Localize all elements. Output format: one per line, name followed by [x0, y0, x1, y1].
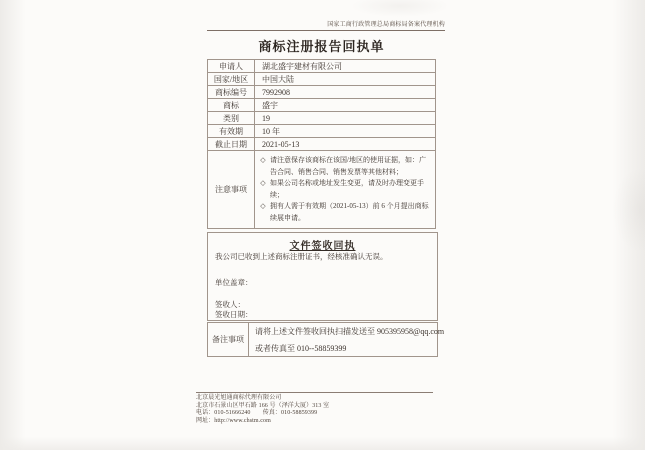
- row-label: 商标: [208, 99, 255, 112]
- note-text: 拥有人需于有效期（2021-05-13）前 6 个月提出商标续展申请。: [270, 202, 429, 222]
- note-text: 请注意保存该商标在该国/地区的使用证据，如：广告合同、销售合同、销售发票等其他材料；: [270, 156, 426, 176]
- row-label: 类别: [208, 112, 255, 125]
- note-text: 如果公司名称或地址发生变更，请及时办理变更手续；: [270, 179, 424, 199]
- row-label: 截止日期: [208, 138, 255, 151]
- diamond-bullet-icon: ◇: [260, 202, 266, 210]
- note-item: [259, 155, 430, 178]
- row-value: 盛宇: [255, 99, 436, 112]
- row-value: 中国大陆: [255, 73, 436, 86]
- footer-website: 网址：http://www.chstm.com: [196, 418, 271, 425]
- row-value: 7992908: [255, 86, 436, 99]
- agency-footer: [196, 392, 433, 426]
- row-value: 湖北盛宇建材有限公司: [255, 60, 436, 73]
- remarks-line: 请将上述文件签收回执扫描发送至 905395958@qq.com: [255, 327, 445, 336]
- receipt-section-title: 文件签收回执: [289, 241, 356, 252]
- footer-address: 北京市石景山区甲石路 166 号（泽洋大厦）313 室: [196, 402, 330, 409]
- notes-content: [255, 151, 436, 229]
- note-item: [259, 201, 430, 224]
- table-row: [208, 73, 436, 86]
- remarks-content: [249, 323, 444, 356]
- remarks-label: 备注事项: [208, 323, 249, 356]
- table-row: [208, 112, 436, 125]
- row-value: 19: [255, 112, 436, 125]
- row-value: 10 年: [255, 125, 436, 138]
- table-row: [208, 138, 436, 151]
- receipt-section: [207, 232, 438, 321]
- notes-row: [208, 151, 436, 229]
- row-label: 有效期: [208, 125, 255, 138]
- footer-phone-fax: 电话：010-51666240 传真：010-58859399: [196, 410, 318, 417]
- row-label: 申请人: [208, 60, 255, 73]
- row-label: 商标编号: [208, 86, 255, 99]
- diamond-bullet-icon: ◇: [260, 156, 266, 164]
- note-item: [259, 178, 430, 201]
- table-row: [208, 86, 436, 99]
- table-row: [208, 125, 436, 138]
- remarks-line: 或者传真至 010--58859399: [255, 344, 347, 353]
- seal-label: 单位盖章：: [215, 278, 253, 287]
- notes-label: 注意事项: [208, 151, 255, 229]
- remarks-row: [207, 322, 445, 357]
- page-title: 商标注册报告回执单: [258, 39, 385, 54]
- sign-date-label: 签收日期：: [215, 310, 253, 319]
- row-label: 国家/地区: [208, 73, 255, 86]
- info-table: [207, 59, 436, 229]
- table-row: [208, 60, 436, 73]
- signer-label: 签收人：: [215, 300, 245, 309]
- diamond-bullet-icon: ◇: [260, 179, 266, 187]
- table-row: [208, 99, 436, 112]
- row-value: 2021-05-13: [255, 138, 436, 151]
- agency-header-line: 国家工商行政管理总局商标局备案代理机构: [207, 19, 445, 31]
- receipt-statement: 我公司已收到上述商标注册证书，经核准确认无误。: [215, 252, 388, 261]
- footer-company: 北京晨光旭通商标代理有限公司: [196, 395, 282, 401]
